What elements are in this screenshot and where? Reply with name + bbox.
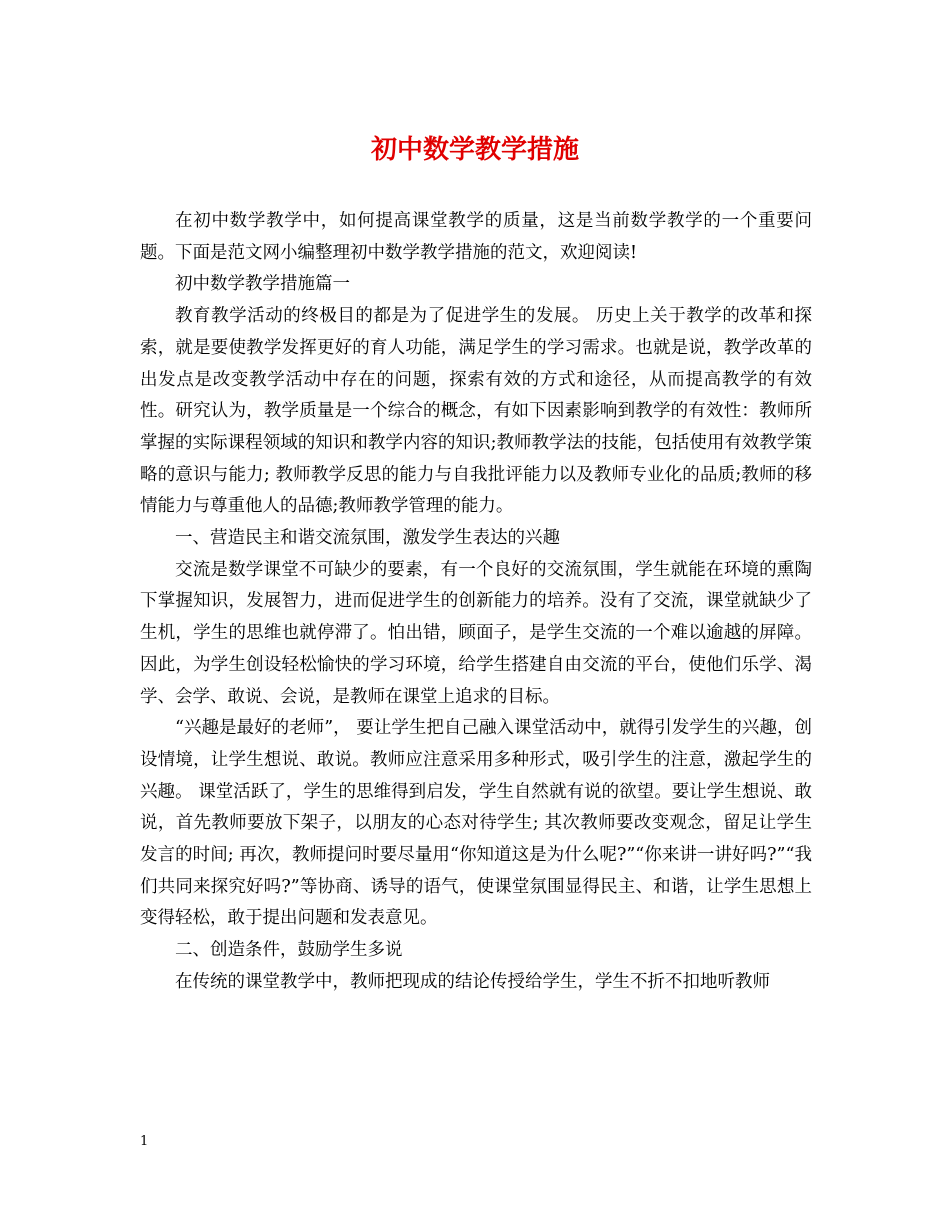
document-body	[140, 206, 812, 999]
paragraph-teaching-goal: 教育教学活动的终极目的都是为了促进学生的发展。 历史上关于教学的改革和探索，就是要使教学发挥更好的育人功能，满足学生的学习需求。也就是说，教学改革的出发点是改变教学活动中存在的问题，探索有效的方式和途径，从而提高教学的有效性。研究认为，教学质量是一个综合的概念，有如下因素影响到教学的有效性：教师所掌握的实际课程领域的知识和教学内容的知识;教师教学法的技能，包括使用有效教学策略的意识与能力; 教师教学反思的能力与自我批评能力以及教师专业化的品质;教师的移情能力与尊重他人的品德;教师教学管理的能力。	[140, 306, 812, 517]
document-title: 初中数学教学措施	[370, 135, 579, 165]
paragraph-interest: “兴趣是最好的老师”， 要让学生把自己融入课堂活动中，就得引发学生的兴趣，创设情境，让学生想说、敢说。教师应注意采用多种形式，吸引学生的注意，激起学生的兴趣。 课堂活跃了，学生的思维得到启发，学生自然就有说的欲望。要让学生想说、敢说，首先教师要放下架子，以朋友的心态对待学生; 其次教师要改变观念，留足让学生发言的时间; 再次，教师提问时要尽量用“你知道这是为什么呢?”“你来讲一讲好吗?”“我们共同来探究好吗?”等协商、诱导的语气，使课堂氛围显得民主、和谐，让学生思想上变得轻松，敢于提出问题和发表意见。	[140, 718, 812, 929]
section-heading-two: 二、创造条件，鼓励学生多说	[175, 940, 403, 961]
section-heading-part-one: 初中数学教学措施篇一	[175, 274, 350, 295]
paragraph-communication: 交流是数学课堂不可缺少的要素，有一个良好的交流氛围，学生就能在环境的熏陶下掌握知识，发展智力，进而促进学生的创新能力的培养。没有了交流，课堂就缺少了生机，学生的思维也就停滞了。怕出错，顾面子，是学生交流的一个难以逾越的屏障。因此，为学生创设轻松愉快的学习环境，给学生搭建自由交流的平台，使他们乐学、渴学、会学、敢说、会说，是教师在课堂上追求的目标。	[140, 559, 812, 707]
section-heading-one: 一、营造民主和谐交流氛围，激发学生表达的兴趣	[175, 528, 560, 549]
page-number: 1	[140, 1134, 149, 1149]
paragraph-intro: 在初中数学教学中，如何提高课堂教学的质量，这是当前数学教学的一个重要问题。下面是范文网小编整理初中数学教学措施的范文，欢迎阅读!	[140, 211, 812, 263]
paragraph-traditional-teaching: 在传统的课堂教学中，教师把现成的结论传授给学生，学生不折不扣地听教师	[175, 971, 770, 992]
